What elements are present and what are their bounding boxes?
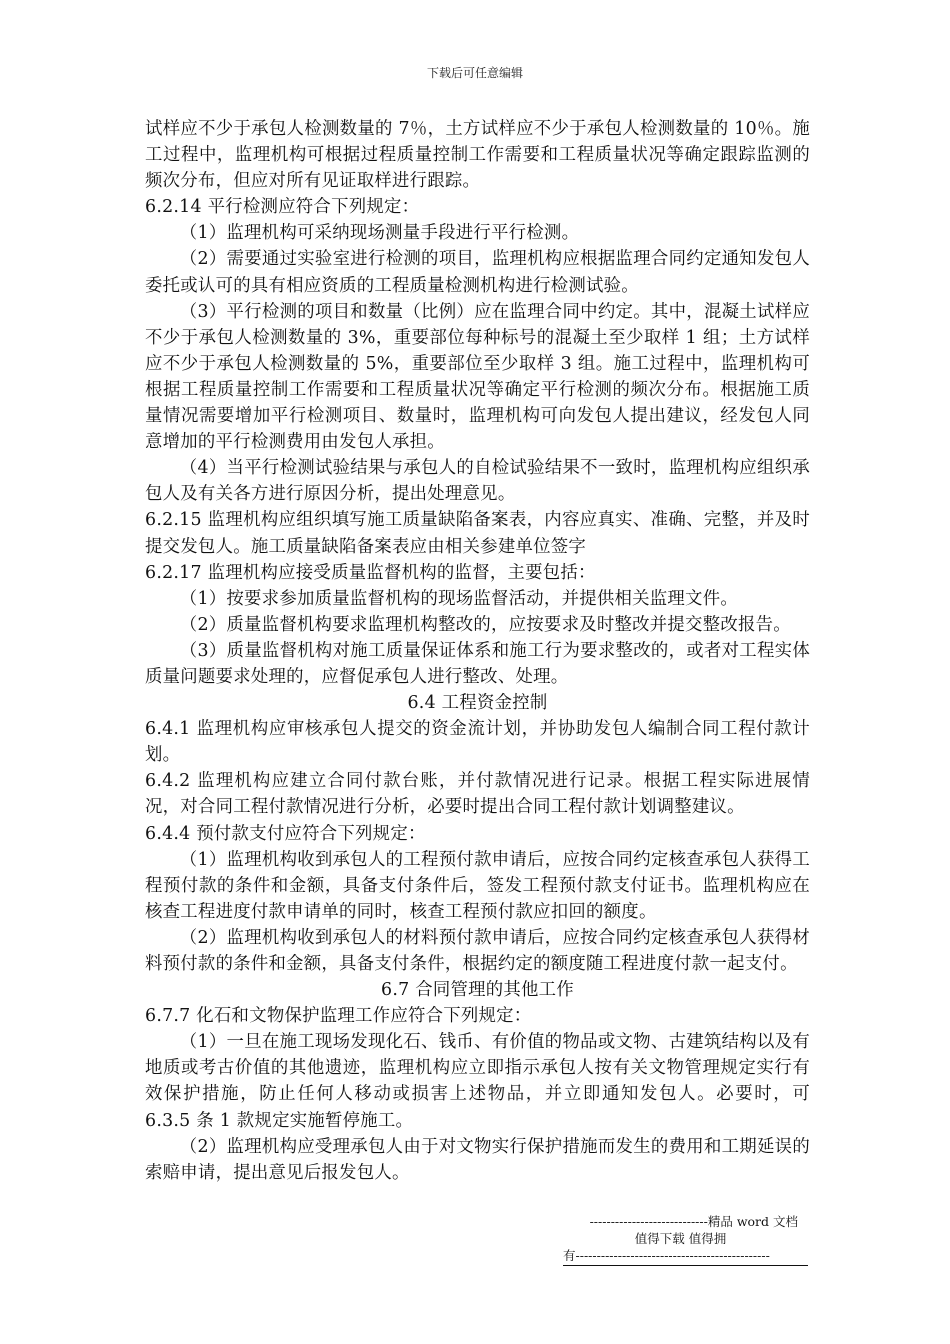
list-item: （4）当平行检测试验结果与承包人的自检试验结果不一致时，监理机构应组织承包人及有关各方进行原因分析，提出处理意见。 [145,458,810,505]
list-item: （1）监理机构可采纳现场测量手段进行平行检测。 [179,223,580,244]
list-item: （2）质量监督机构要求监理机构整改的，应按要求及时整改并提交整改报告。 [179,614,791,635]
paragraph: 6.4.1 监理机构应审核承包人提交的资金流计划，并协助发包人编制合同工程付款计划。 [145,719,810,766]
list-item: （2）监理机构收到承包人的材料预付款申请后，应按合同约定核查承包人获得材料预付款的条件和金额，具备支付条件，根据约定的额度随工程进度付款一起支付。 [145,927,810,974]
list-item: （1）一旦在施工现场发现化石、钱币、有价值的物品或文物、古建筑结构以及有地质或考古价值的其他遗迹，监理机构应立即指示承包人按有关文物管理规定实行有效保护措施，防止任何人移动或损害上述物品，并立即通知发包人。必要时，可 6.3.5 条 1 款规定实施暂停施工。 [145,1032,810,1131]
section-heading-6-2-14: 6.2.14 平行检测应符合下列规定： [145,197,420,218]
list-item: （1）按要求参加质量监督机构的现场监督活动，并提供相关监理文件。 [179,588,738,609]
section-heading-6-2-17: 6.2.17 监理机构应接受质量监督机构的监督，主要包括： [145,562,596,583]
paragraph: 6.4.2 监理机构应建立合同付款台账，并付款情况进行记录。根据工程实际进展情况，对合同工程付款情况进行分析，必要时提出合同工程付款计划调整建议。 [145,771,810,818]
footer-line: 值得下载 值得拥 [634,1231,727,1246]
list-item: （3）质量监督机构对施工质量保证体系和施工行为要求整改的，或者对工程实体质量问题要求处理的，应督促承包人进行整改、处理。 [145,640,810,687]
footer-line: ----------------------------精品 word 文档 [589,1214,798,1229]
section-title-6-7: 6.7 合同管理的其他工作 [381,980,574,1001]
section-title-6-4: 6.4 工程资金控制 [407,693,548,714]
section-heading-6-4-4: 6.4.4 预付款支付应符合下列规定： [145,823,426,844]
list-item: （3）平行检测的项目和数量（比例）应在监理合同中约定。其中，混凝土试样应不少于承包人检测数量的 3%，重要部位每种标号的混凝土至少取样 1 组；土方试样应不少于承包人检测数量的 5%，重要部位至少取样 3 组。施工过程中，监理机构可根据工程质量控制工作需要和工程质量状况等确定平行检测的频次分布。根据施工质量情况需要增加平行检测项目、数量时，监理机构可向发包人提出建议，经发包人同意增加的平行检测费用由发包人承担。 [145,301,810,453]
paragraph: 6.2.15 监理机构应组织填写施工质量缺陷备案表，内容应真实、准确、完整，并及时提交发包人。施工质量缺陷备案表应由相关参建单位签字 [145,510,810,557]
footer-line: 有---------------------------------------------- [563,1247,808,1266]
paragraph: 试样应不少于承包人检测数量的 7％，土方试样应不少于承包人检测数量的 10％。施工过程中，监理机构可根据过程质量控制工作需要和工程质量状况等确定跟踪监测的频次分布，但应对所有见证取样进行跟踪。 [145,119,810,192]
page-footer [563,1213,808,1266]
list-item: （1）监理机构收到承包人的工程预付款申请后，应按合同约定核查承包人获得工程预付款的条件和金额，具备支付条件后，签发工程预付款支付证书。监理机构应在核查工程进度付款申请单的同时，核查工程预付款应扣回的额度。 [145,849,810,922]
list-item: （2）监理机构应受理承包人由于对文物实行保护措施而发生的费用和工期延误的索赔申请，提出意见后报发包人。 [145,1136,810,1183]
document-body [145,116,810,1186]
section-heading-6-7-7: 6.7.7 化石和文物保护监理工作应符合下列规定： [145,1006,532,1027]
list-item: （2）需要通过实验室进行检测的项目，监理机构应根据监理合同约定通知发包人委托或认可的具有相应资质的工程质量检测机构进行检测试验。 [145,249,810,296]
page-header: 下载后可任意编辑 [426,66,523,80]
